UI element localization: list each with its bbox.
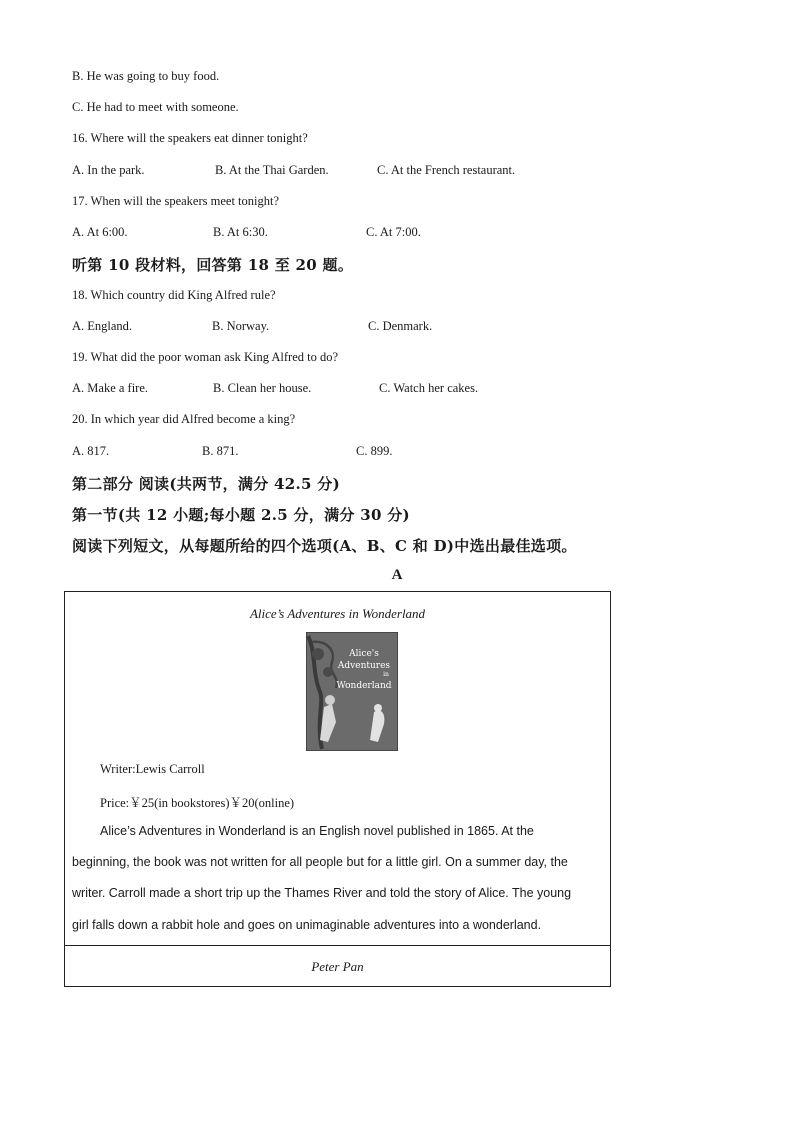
book-2-title: Peter Pan xyxy=(311,959,364,974)
q20-option-b: B. 871. xyxy=(202,444,239,458)
reading-instruction: 阅读下列短文，从每题所给的四个选项(A、B、C 和 D)中选出最佳选项。 xyxy=(72,537,577,555)
question-19: 19. What did the poor woman ask King Alfred to do? xyxy=(72,350,339,364)
cover-text-2: Adventures xyxy=(337,661,391,671)
book-1-title: Alice’s Adventures in Wonderland xyxy=(249,606,426,621)
book-1-description-line-4: girl falls down a rabbit hole and goes on unimaginable adventures into a wonderland. xyxy=(72,918,542,932)
book-1-price: Price:￥25(in bookstores)￥20(online) xyxy=(100,796,295,810)
q17-option-c: C. At 7:00. xyxy=(366,225,421,239)
book-1-description-line-2: beginning, the book was not written for all people but for a little girl. On a summer day, the xyxy=(72,855,568,869)
q19-option-a: A. Make a fire. xyxy=(72,381,149,395)
q17-option-a: A. At 6:00. xyxy=(72,225,128,239)
book-cover-image xyxy=(306,632,398,751)
q17-option-b: B. At 6:30. xyxy=(213,225,268,239)
cover-text-1: Alice's xyxy=(349,649,379,659)
part-2-heading: 第二部分 阅读(共两节，满分 42.5 分) xyxy=(72,475,340,493)
q20-option-a: A. 817. xyxy=(72,444,110,458)
book-1-writer: Writer:Lewis Carroll xyxy=(100,762,205,776)
question-18: 18. Which country did King Alfred rule? xyxy=(72,288,276,302)
book-1-description-line-3: writer. Carroll made a short trip up the Thames River and told the story of Alice. The young xyxy=(72,886,572,900)
q18-option-b: B. Norway. xyxy=(212,319,270,333)
book-table xyxy=(64,591,611,987)
section-1-heading: 第一节(共 12 小题;每小题 2.5 分，满分 30 分) xyxy=(72,506,410,524)
q16-option-b: B. At the Thai Garden. xyxy=(215,163,329,177)
q15-option-c: C. He had to meet with someone. xyxy=(72,100,239,114)
section-10-heading: 听第 10 段材料，回答第 18 至 20 题。 xyxy=(72,256,354,274)
question-20: 20. In which year did Alfred become a king? xyxy=(72,412,296,426)
q20-option-c: C. 899. xyxy=(356,444,393,458)
q18-option-c: C. Denmark. xyxy=(368,319,433,333)
q19-option-c: C. Watch her cakes. xyxy=(379,381,479,395)
cover-text-3: in xyxy=(383,671,389,678)
question-16: 16. Where will the speakers eat dinner tonight? xyxy=(72,131,308,145)
q16-option-c: C. At the French restaurant. xyxy=(377,163,516,177)
book-1-description-line-1: Alice’s Adventures in Wonderland is an English novel published in 1865. At the xyxy=(100,824,534,838)
q19-option-b: B. Clean her house. xyxy=(213,381,312,395)
q15-option-b: B. He was going to buy food. xyxy=(72,69,220,83)
question-17: 17. When will the speakers meet tonight? xyxy=(72,194,280,208)
q16-option-a: A. In the park. xyxy=(72,163,145,177)
passage-label: A xyxy=(391,567,403,583)
q18-option-a: A. England. xyxy=(72,319,133,333)
cover-text-4: Wonderland xyxy=(336,681,392,691)
row-divider xyxy=(65,945,610,946)
